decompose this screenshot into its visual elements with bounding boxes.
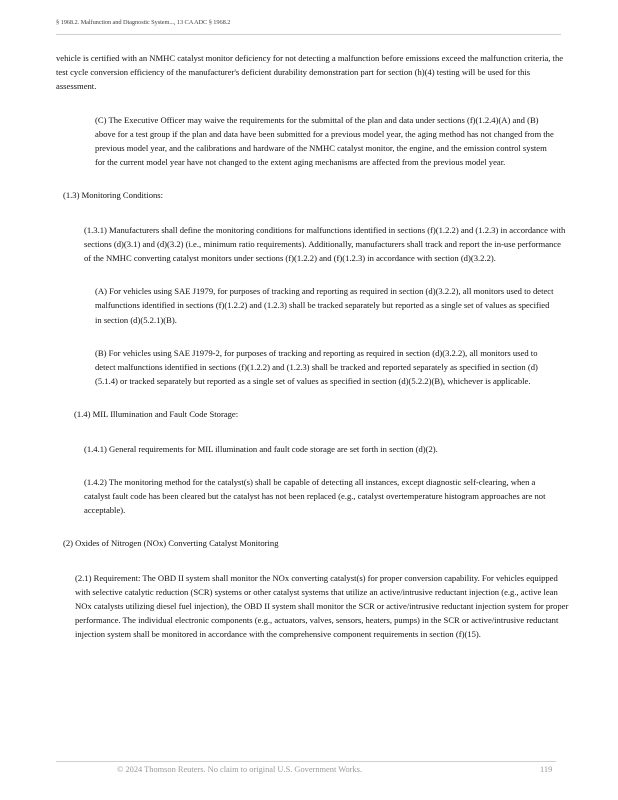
paragraph-f-1-2-4-c: (C) The Executive Officer may waive the requirements for the submittal of the plan and data under sections (f)(1.2.4)(A) and (B) above for a test group if the plan and data have been submitted for a previous model year, the aging method has not changed from the previous model year, and the calibrations and hardware of the NMHC catalyst monitor, the engine, and the emission control system for the current model year have not changed to the extent aging mechanisms are affected from the previous model year. — [95, 114, 554, 168]
paragraph-f-1-3-1-b: (B) For vehicles using SAE J1979-2, for purposes of tracking and reporting as required in section (d)(3.2.2), all monitors used to detect malfunctions identified in sections (f)(1.2.2) and (1.2.3) shall be tracked and reported separately as specified in section (d)(5.1.4) or tracked separately but reported as a single set of values as specified in section (d)(5.2.2)(B), whichever is applicable. — [95, 347, 538, 387]
paragraph-continuation: vehicle is certified with an NMHC catalyst monitor deficiency for not detecting a malfunction before emissions exceed the malfunction criteria, the test cycle conversion efficiency of the manufacturer's deficient durability demonstration part for section (h)(4) testing will be used for this assessment. — [56, 53, 564, 92]
document-body — [0, 51, 618, 661]
header-divider — [56, 34, 561, 35]
footer-divider — [56, 761, 556, 762]
footer-copyright: © 2024 Thomson Reuters. No claim to original U.S. Government Works. — [117, 765, 362, 774]
running-header: § 1968.2. Malfunction and Diagnostic System..., 13 CA ADC § 1968.2 — [56, 19, 231, 26]
page-number: 119 — [540, 765, 553, 774]
heading-monitoring-conditions: (1.3) Monitoring Conditions: — [63, 190, 164, 201]
paragraph-f-1-3-1: (1.3.1) Manufacturers shall define the monitoring conditions for malfunctions identified in sections (f)(1.2.2) and (1.2.3) in accordance with sections (d)(3.1) and (d)(3.2) (i.e., minimum ratio requirements). Additionally, manufacturers shall track and report the in-use performance of the NMHC converting catalyst monitors under sections (f)(1.2.2) and (f)(1.2.3) in accordance with section (d)(3.2.2). — [84, 224, 566, 264]
paragraph-f-1-4-2: (1.4.2) The monitoring method for the catalyst(s) shall be capable of detecting all instances, except diagnostic self-clearing, when a catalyst fault code has been cleared but the catalyst has not been replaced (e.g., catalyst overtemperature histogram approaches are not acceptable). — [84, 476, 546, 516]
paragraph-f-1-4-1: (1.4.1) General requirements for MIL illumination and fault code storage are set forth in section (d)(2). — [84, 443, 438, 454]
heading-mil-illumination: (1.4) MIL Illumination and Fault Code Storage: — [74, 409, 239, 420]
heading-nox-catalyst-monitoring: (2) Oxides of Nitrogen (NOx) Converting Catalyst Monitoring — [63, 538, 279, 549]
paragraph-f-1-3-1-a: (A) For vehicles using SAE J1979, for purposes of tracking and reporting as required in section (d)(3.2.2), all monitors used to detect malfunctions identified in sections (f)(1.2.2) and (1.2.3) shall be tracked separately but reported as a single set of values as specified in section (d)(5.2.1)(B). — [95, 286, 554, 325]
paragraph-f-2-1: (2.1) Requirement: The OBD II system shall monitor the NOx converting catalyst(s) for proper conversion capability. For vehicles equipped with selective catalytic reduction (SCR) systems or other catalyst systems that utilize an active/intrusive reductant injection (e.g., active lean NOx catalysts utilizing diesel fuel injection), the OBD II system shall monitor the SCR or active/intrusive reductant injection system for proper performance. The individual electronic components (e.g., actuators, valves, sensors, heaters, pumps) in the SCR or active/intrusive reductant injection system shall be monitored in accordance with the comprehensive component requirements in section (f)(15). — [75, 572, 569, 640]
